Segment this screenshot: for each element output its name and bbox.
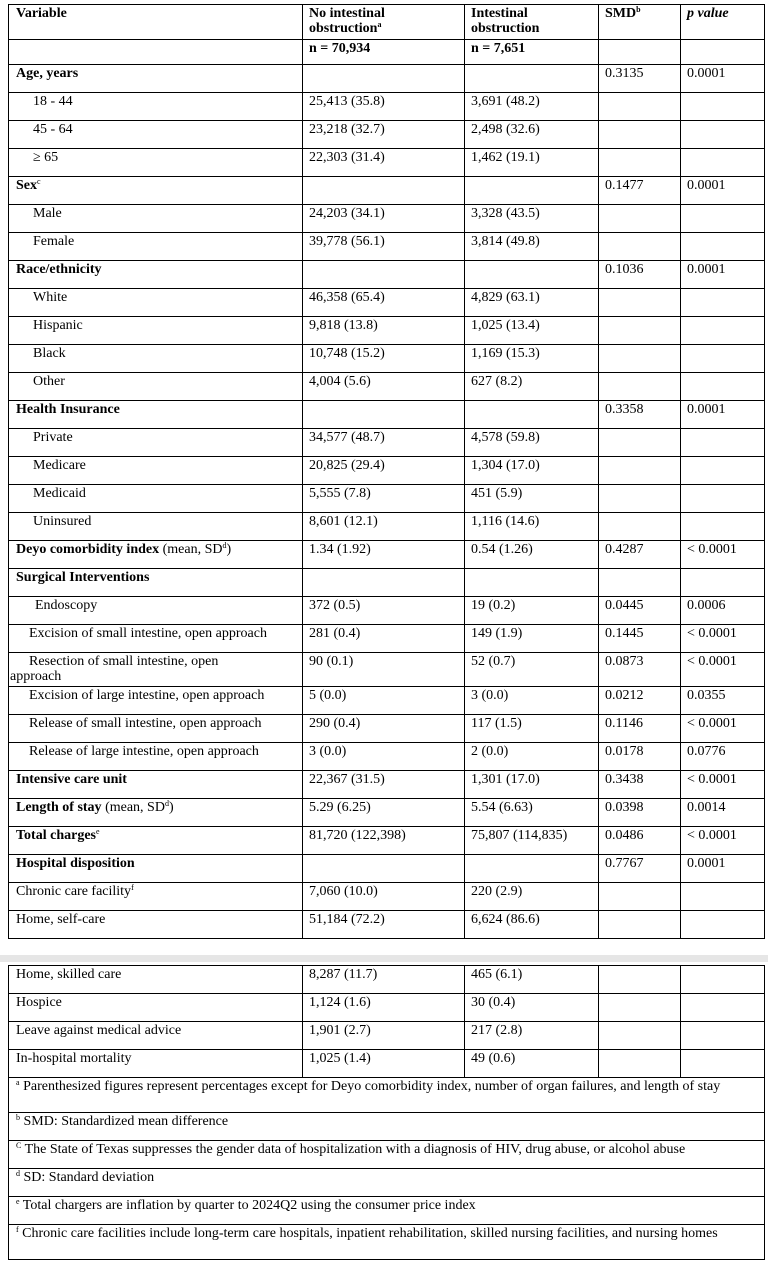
footnote-mark: e <box>16 1197 20 1206</box>
table-row <box>9 289 765 317</box>
no-obstruction-cell: 8,287 (11.7) <box>303 966 465 994</box>
p-value-cell: 0.0776 <box>681 743 765 771</box>
smd-cell: 0.0486 <box>599 827 681 855</box>
footnote-mark: d <box>222 541 227 550</box>
smd-cell: 0.3135 <box>599 65 681 93</box>
no-obstruction-cell: 1,901 (2.7) <box>303 1022 465 1050</box>
no-obstruction-header: No intestinal obstruction$^a$ <box>303 5 465 40</box>
variable-label: In-hospital mortality <box>16 1051 132 1066</box>
variable-cell <box>9 1050 303 1078</box>
obstruction-cell: 149 (1.9) <box>465 625 599 653</box>
obstruction-cell: 1,116 (14.6) <box>465 513 599 541</box>
variable-label: Medicaid <box>33 486 86 501</box>
table-row <box>9 149 765 177</box>
variable-label: Endoscopy <box>35 598 98 613</box>
no-obstruction-cell: 51,184 (72.2) <box>303 911 465 939</box>
variable-cell <box>9 653 303 687</box>
variable-header: Variable <box>9 5 303 40</box>
no-obstruction-cell: 22,367 (31.5) <box>303 771 465 799</box>
obstruction-cell <box>465 855 599 883</box>
variable-label: Sex <box>16 178 37 193</box>
smd-cell: 0.0873 <box>599 653 681 687</box>
variable-suffix-end: ) <box>226 542 232 557</box>
no-obstruction-cell: 25,413 (35.8) <box>303 93 465 121</box>
footnote-text: Chronic care facilities include long-term care hospitals, inpatient rehabilitation, skilled nursing facilities, and nursing homes <box>18 1226 718 1241</box>
obstruction-cell: 2 (0.0) <box>465 743 599 771</box>
footnote-row <box>9 1113 765 1141</box>
p-value-cell: < 0.0001 <box>681 653 765 687</box>
table-row <box>9 966 765 994</box>
obstruction-cell <box>465 177 599 205</box>
obstruction-cell: 3,328 (43.5) <box>465 205 599 233</box>
variable-cell <box>9 687 303 715</box>
footnote-text: SD: Standard deviation <box>20 1170 155 1185</box>
table-row <box>9 513 765 541</box>
obstruction-cell: 117 (1.5) <box>465 715 599 743</box>
variable-cell <box>9 994 303 1022</box>
smd-cell <box>599 205 681 233</box>
table-header-row <box>9 5 765 40</box>
obstruction-cell: 1,304 (17.0) <box>465 457 599 485</box>
smd-cell <box>599 911 681 939</box>
sample-size-smd <box>599 40 681 65</box>
table-row <box>9 205 765 233</box>
footnote-row <box>9 1078 765 1113</box>
obstruction-cell: 1,462 (19.1) <box>465 149 599 177</box>
smd-cell <box>599 966 681 994</box>
table-row <box>9 233 765 261</box>
variable-suffix: (mean, SD <box>101 800 165 815</box>
variable-cell <box>9 373 303 401</box>
footnote-mark: f <box>131 883 134 892</box>
p-value-cell <box>681 911 765 939</box>
p-value-cell: < 0.0001 <box>681 715 765 743</box>
smd-cell <box>599 1022 681 1050</box>
variable-suffix: (mean, SD <box>159 542 223 557</box>
variable-label: Other <box>33 374 65 389</box>
table-row <box>9 569 765 597</box>
table-row <box>9 457 765 485</box>
table-row <box>9 625 765 653</box>
variable-cell <box>9 485 303 513</box>
footnote <box>9 1225 765 1260</box>
variable-cell <box>9 625 303 653</box>
obstruction-cell <box>465 401 599 429</box>
smd-cell: 0.3438 <box>599 771 681 799</box>
table-row <box>9 855 765 883</box>
p-value-cell <box>681 994 765 1022</box>
variable-cell <box>9 149 303 177</box>
variable-label: Length of stay <box>16 800 102 815</box>
table-row <box>9 799 765 827</box>
table-row <box>9 715 765 743</box>
table-row <box>9 177 765 205</box>
obstruction-cell: 3,814 (49.8) <box>465 233 599 261</box>
variable-cell <box>9 883 303 911</box>
footnote <box>9 1169 765 1197</box>
footnote-mark: C <box>16 1141 22 1150</box>
smd-cell: 0.1445 <box>599 625 681 653</box>
smd-cell <box>599 883 681 911</box>
table-row <box>9 345 765 373</box>
smd-cell <box>599 373 681 401</box>
footnote-text: The State of Texas suppresses the gender data of hospitalization with a diagnosis of HIV, drug abuse, or alcohol abuse <box>21 1142 686 1157</box>
obstruction-cell: 1,301 (17.0) <box>465 771 599 799</box>
table-row <box>9 653 765 687</box>
variable-suffix-end: ) <box>168 800 174 815</box>
table-row <box>9 317 765 345</box>
smd-cell <box>599 513 681 541</box>
footnote <box>9 1113 765 1141</box>
p-value-cell: < 0.0001 <box>681 827 765 855</box>
variable-label: Home, self-care <box>16 912 106 927</box>
variable-label: Health Insurance <box>16 402 120 417</box>
variable-cell <box>9 966 303 994</box>
smd-cell <box>599 289 681 317</box>
variable-label: Excision of small intestine, open approach <box>29 626 267 641</box>
variable-cell <box>9 513 303 541</box>
smd-cell: 0.4287 <box>599 541 681 569</box>
variable-cell <box>9 743 303 771</box>
smd-cell <box>599 1050 681 1078</box>
table-row <box>9 93 765 121</box>
no-obstruction-cell: 34,577 (48.7) <box>303 429 465 457</box>
variable-cell <box>9 429 303 457</box>
variable-label: Male <box>33 206 62 221</box>
footnote-text: SMD: Standardized mean difference <box>20 1114 229 1129</box>
p-value-cell: < 0.0001 <box>681 771 765 799</box>
no-obstruction-cell: 5.29 (6.25) <box>303 799 465 827</box>
variable-cell <box>9 569 303 597</box>
smd-cell: 0.0178 <box>599 743 681 771</box>
variable-cell <box>9 855 303 883</box>
obstruction-cell: 6,624 (86.6) <box>465 911 599 939</box>
variable-cell <box>9 1022 303 1050</box>
smd-cell: 0.3358 <box>599 401 681 429</box>
characteristics-table <box>8 4 765 939</box>
variable-label: Total charges <box>16 828 96 843</box>
footnote-row <box>9 1141 765 1169</box>
n-no-obstruction: n = 70,934 <box>303 40 465 65</box>
footnote-row <box>9 1169 765 1197</box>
smd-cell <box>599 994 681 1022</box>
variable-label: Uninsured <box>33 514 92 529</box>
smd-cell: 0.0398 <box>599 799 681 827</box>
no-obstruction-cell: 4,004 (5.6) <box>303 373 465 401</box>
obstruction-cell: 217 (2.8) <box>465 1022 599 1050</box>
table-row <box>9 261 765 289</box>
variable-cell <box>9 541 303 569</box>
smd-cell: 0.1477 <box>599 177 681 205</box>
variable-label-cont: approach <box>10 669 62 684</box>
variable-cell <box>9 401 303 429</box>
variable-cell <box>9 205 303 233</box>
no-obstruction-cell: 9,818 (13.8) <box>303 317 465 345</box>
smd-cell <box>599 317 681 345</box>
no-obstruction-cell: 3 (0.0) <box>303 743 465 771</box>
smd-cell <box>599 233 681 261</box>
no-obstruction-cell: 1,025 (1.4) <box>303 1050 465 1078</box>
obstruction-cell: 52 (0.7) <box>465 653 599 687</box>
variable-label: Release of small intestine, open approach <box>29 716 262 731</box>
no-obstruction-cell: 46,358 (65.4) <box>303 289 465 317</box>
footnote-mark: c <box>37 177 41 186</box>
sample-size-p <box>681 40 765 65</box>
no-obstruction-cell: 10,748 (15.2) <box>303 345 465 373</box>
sample-size-row <box>9 40 765 65</box>
variable-cell <box>9 345 303 373</box>
no-obstruction-cell: 290 (0.4) <box>303 715 465 743</box>
footnote <box>9 1197 765 1225</box>
p-value-header: p value <box>681 5 765 40</box>
obstruction-cell <box>465 569 599 597</box>
footnote-row <box>9 1197 765 1225</box>
p-value-cell: 0.0001 <box>681 177 765 205</box>
p-value-cell <box>681 1050 765 1078</box>
obstruction-cell: 75,807 (114,835) <box>465 827 599 855</box>
no-obstruction-cell: 20,825 (29.4) <box>303 457 465 485</box>
footnote-mark: d <box>16 1169 20 1178</box>
variable-cell <box>9 93 303 121</box>
p-value-cell <box>681 345 765 373</box>
table-row <box>9 743 765 771</box>
no-obstruction-cell: 1,124 (1.6) <box>303 994 465 1022</box>
smd-cell <box>599 149 681 177</box>
smd-cell: 0.1146 <box>599 715 681 743</box>
p-value-cell <box>681 1022 765 1050</box>
variable-label: White <box>33 290 68 305</box>
no-obstruction-cell <box>303 401 465 429</box>
variable-label: Hospice <box>16 995 62 1010</box>
p-value-cell <box>681 429 765 457</box>
variable-cell <box>9 715 303 743</box>
no-obstruction-cell: 24,203 (34.1) <box>303 205 465 233</box>
table-row <box>9 827 765 855</box>
p-value-cell: < 0.0001 <box>681 625 765 653</box>
obstruction-cell <box>465 65 599 93</box>
obstruction-cell: 49 (0.6) <box>465 1050 599 1078</box>
table-row <box>9 687 765 715</box>
p-value-cell <box>681 457 765 485</box>
variable-cell <box>9 65 303 93</box>
variable-cell <box>9 121 303 149</box>
table-row <box>9 541 765 569</box>
obstruction-cell: 1,169 (15.3) <box>465 345 599 373</box>
table-row <box>9 994 765 1022</box>
smd-cell <box>599 429 681 457</box>
footnote-mark: b <box>16 1113 20 1122</box>
variable-label: Home, skilled care <box>16 967 122 982</box>
smd-header: SMD$^b$ <box>599 5 681 40</box>
p-value-cell <box>681 513 765 541</box>
obstruction-cell: 3,691 (48.2) <box>465 93 599 121</box>
variable-cell <box>9 827 303 855</box>
variable-label: Resection of small intestine, open <box>29 654 219 669</box>
variable-label: Race/ethnicity <box>16 262 102 277</box>
smd-cell: 0.0445 <box>599 597 681 625</box>
n-obstruction: n = 7,651 <box>465 40 599 65</box>
variable-cell <box>9 457 303 485</box>
smd-cell <box>599 485 681 513</box>
footnote-text: Parenthesized figures represent percentages except for Deyo comorbidity index, number of organ failures, and length of stay <box>19 1079 721 1094</box>
characteristics-table-continued <box>8 965 765 1260</box>
p-value-cell <box>681 883 765 911</box>
variable-cell <box>9 289 303 317</box>
obstruction-header: Intestinal obstruction <box>465 5 599 40</box>
obstruction-cell: 30 (0.4) <box>465 994 599 1022</box>
variable-cell <box>9 261 303 289</box>
variable-label: Black <box>33 346 66 361</box>
smd-cell: 0.1036 <box>599 261 681 289</box>
variable-label: Age, years <box>16 66 79 81</box>
footnote-row <box>9 1225 765 1260</box>
variable-label: Excision of large intestine, open approach <box>29 688 265 703</box>
variable-label: Hospital disposition <box>16 856 135 871</box>
p-value-cell: 0.0355 <box>681 687 765 715</box>
variable-label: Leave against medical advice <box>16 1023 182 1038</box>
smd-cell <box>599 345 681 373</box>
table-row <box>9 401 765 429</box>
table-row <box>9 65 765 93</box>
p-value-cell <box>681 233 765 261</box>
variable-label: 18 - 44 <box>33 94 73 109</box>
variable-label: Female <box>33 234 75 249</box>
variable-cell <box>9 233 303 261</box>
p-value-cell <box>681 373 765 401</box>
no-obstruction-cell <box>303 65 465 93</box>
no-obstruction-cell: 5,555 (7.8) <box>303 485 465 513</box>
obstruction-cell: 0.54 (1.26) <box>465 541 599 569</box>
no-obstruction-cell: 281 (0.4) <box>303 625 465 653</box>
obstruction-cell: 220 (2.9) <box>465 883 599 911</box>
no-obstruction-cell: 372 (0.5) <box>303 597 465 625</box>
p-value-cell: 0.0001 <box>681 65 765 93</box>
table-row <box>9 1050 765 1078</box>
variable-label: Chronic care facility <box>16 884 132 899</box>
no-obstruction-cell: 23,218 (32.7) <box>303 121 465 149</box>
no-obstruction-cell <box>303 177 465 205</box>
variable-label: Hispanic <box>33 318 83 333</box>
p-value-cell <box>681 485 765 513</box>
smd-cell <box>599 121 681 149</box>
table-row <box>9 911 765 939</box>
obstruction-cell <box>465 261 599 289</box>
variable-cell <box>9 911 303 939</box>
table-row <box>9 771 765 799</box>
p-value-cell: 0.0001 <box>681 401 765 429</box>
no-obstruction-cell: 8,601 (12.1) <box>303 513 465 541</box>
no-obstruction-cell <box>303 855 465 883</box>
no-obstruction-cell <box>303 261 465 289</box>
variable-label: Private <box>33 430 73 445</box>
table-row <box>9 597 765 625</box>
no-obstruction-cell <box>303 569 465 597</box>
footnote-text: Total chargers are inflation by quarter to 2024Q2 using the consumer price index <box>19 1198 476 1213</box>
variable-cell <box>9 597 303 625</box>
no-obstruction-cell: 90 (0.1) <box>303 653 465 687</box>
p-value-cell <box>681 966 765 994</box>
variable-cell <box>9 799 303 827</box>
table-row <box>9 373 765 401</box>
p-value-cell <box>681 121 765 149</box>
p-value-cell <box>681 317 765 345</box>
p-value-cell <box>681 205 765 233</box>
variable-label: Intensive care unit <box>16 772 127 787</box>
obstruction-cell: 5.54 (6.63) <box>465 799 599 827</box>
variable-label: Release of large intestine, open approach <box>29 744 259 759</box>
no-obstruction-cell: 39,778 (56.1) <box>303 233 465 261</box>
variable-cell <box>9 771 303 799</box>
sample-size-label <box>9 40 303 65</box>
obstruction-cell: 3 (0.0) <box>465 687 599 715</box>
obstruction-cell: 19 (0.2) <box>465 597 599 625</box>
p-value-cell: 0.0001 <box>681 261 765 289</box>
smd-cell <box>599 569 681 597</box>
table-row <box>9 485 765 513</box>
p-value-cell <box>681 93 765 121</box>
table-row <box>9 121 765 149</box>
p-value-cell: 0.0014 <box>681 799 765 827</box>
no-obstruction-cell: 7,060 (10.0) <box>303 883 465 911</box>
footnote-mark: e <box>95 827 100 836</box>
no-obstruction-cell: 5 (0.0) <box>303 687 465 715</box>
table-row <box>9 429 765 457</box>
smd-cell: 0.0212 <box>599 687 681 715</box>
variable-label: ≥ 65 <box>33 150 59 165</box>
p-value-cell: < 0.0001 <box>681 541 765 569</box>
footnote-mark: d <box>164 799 169 808</box>
footnote-mark: a <box>16 1078 20 1087</box>
footnote <box>9 1078 765 1113</box>
p-value-cell <box>681 289 765 317</box>
obstruction-cell: 627 (8.2) <box>465 373 599 401</box>
no-obstruction-cell: 81,720 (122,398) <box>303 827 465 855</box>
smd-cell <box>599 457 681 485</box>
p-value-cell: 0.0001 <box>681 855 765 883</box>
smd-cell <box>599 93 681 121</box>
variable-cell <box>9 317 303 345</box>
variable-label: Surgical Interventions <box>16 570 150 585</box>
variable-label: Deyo comorbidity index <box>16 542 160 557</box>
footnote <box>9 1141 765 1169</box>
obstruction-cell: 451 (5.9) <box>465 485 599 513</box>
variable-label: Medicare <box>33 458 86 473</box>
footnote-mark: f <box>16 1225 19 1234</box>
obstruction-cell: 4,829 (63.1) <box>465 289 599 317</box>
table-row <box>9 883 765 911</box>
variable-label: 45 - 64 <box>33 122 73 137</box>
obstruction-cell: 1,025 (13.4) <box>465 317 599 345</box>
smd-cell: 0.7767 <box>599 855 681 883</box>
p-value-cell <box>681 569 765 597</box>
obstruction-cell: 2,498 (32.6) <box>465 121 599 149</box>
no-obstruction-cell: 22,303 (31.4) <box>303 149 465 177</box>
variable-cell <box>9 177 303 205</box>
table-row <box>9 1022 765 1050</box>
obstruction-cell: 4,578 (59.8) <box>465 429 599 457</box>
no-obstruction-cell: 1.34 (1.92) <box>303 541 465 569</box>
p-value-cell <box>681 149 765 177</box>
obstruction-cell: 465 (6.1) <box>465 966 599 994</box>
p-value-cell: 0.0006 <box>681 597 765 625</box>
